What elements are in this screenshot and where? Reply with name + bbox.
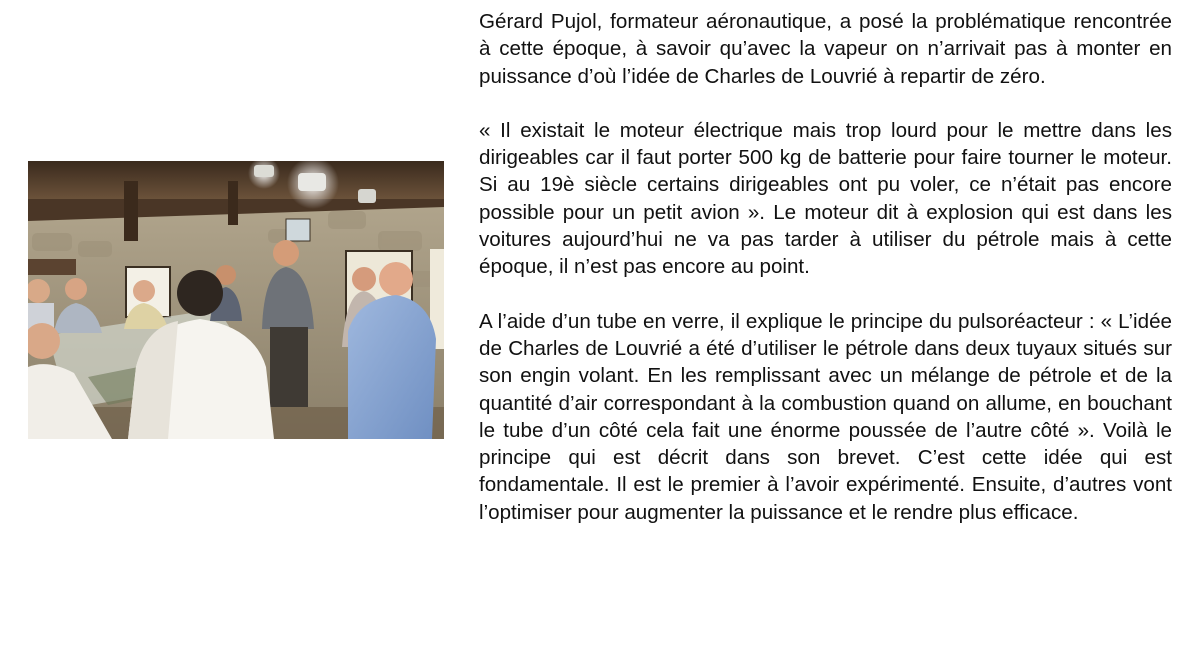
article-paragraph: « Il existait le moteur électrique mais trop lourd pour le mettre dans les dirigeables car il faut porter 500 kg de batterie pour faire tourner le moteur. Si au 19è siècle certains dirigeables ont pu voler, ce n’était pas encore possible pour un petit avion ». Le moteur dit à explosion qui est dans les voitures aujourd’hui ne va pas tarder à utiliser du pétrole mais à cette époque, il n’est pas encore au point. (479, 118, 1172, 279)
article-paragraph: A l’aide d’un tube en verre, il explique le principe du pulsoréacteur : « L’idée de Charles de Louvrié a été d’utiliser le pétrole dans deux tuyaux situés sur son engin volant. En les remplissant avec un mélange de pétrole et de la quantité d’air correspondant à la combustion quand on allume, en bouchant le tube d’un côté cela fait une énorme poussée de l’autre côté ». Voilà le principe qui est décrit dans son brevet. C’est cette idée qui est fondamentale. Il est le premier à l’avoir expérimenté. Ensuite, d’autres vont l’optimiser pour augmenter la puissance et le rendre plus efficace. (479, 309, 1172, 524)
article-body (479, 8, 1172, 526)
article-paragraph: Gérard Pujol, formateur aéronautique, a posé la problématique rencontrée à cette époque, à savoir qu’avec la vapeur on n’arrivait pas à monter en puissance d’où l’idée de Charles de Louvrié à repartir de zéro. (479, 10, 1172, 88)
article-photo (28, 161, 444, 439)
